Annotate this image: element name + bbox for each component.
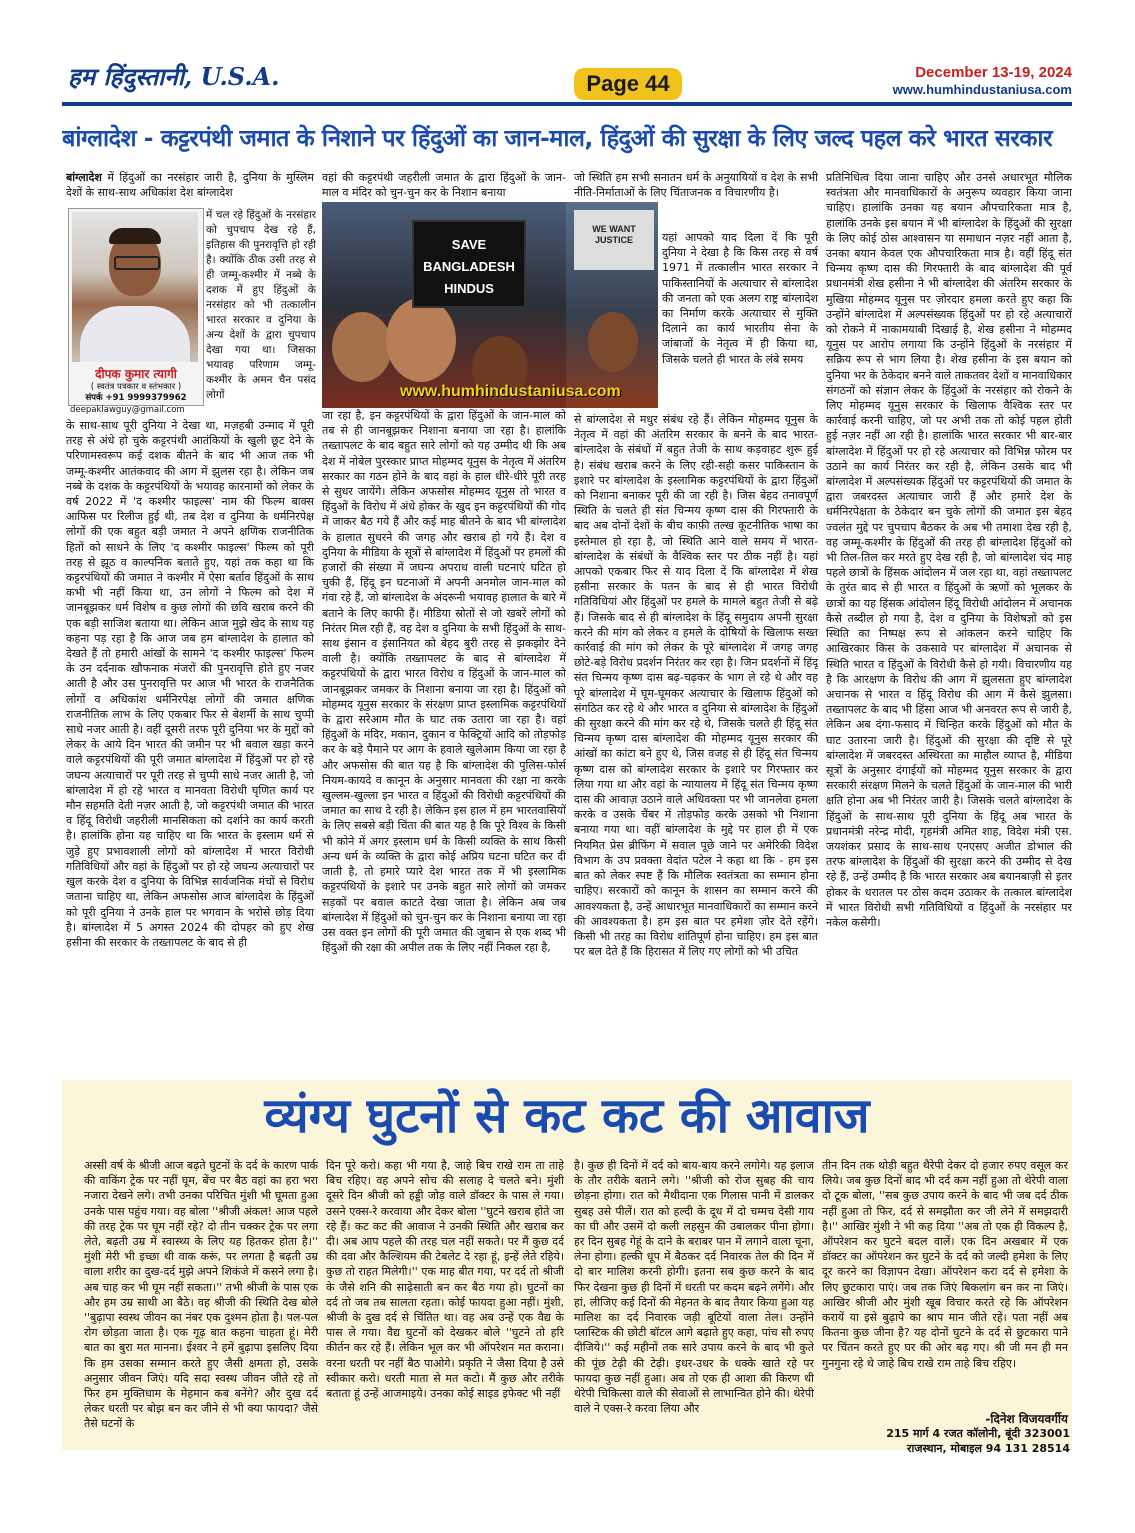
masthead-divider [62,102,1072,106]
article-col2-bottom: जा रहा है, इन कट्टरपंथियों के द्वारा हिंदुओं के जान-माल को तब से ही जानबूझकर निशाना बनाया जा रहा है। हालांकि तख्तापलट के बाद बहुत सारे लोगों को यह उम्मीद थी कि अब देश में नोबेल पुरस्कार प्राप्त मोहम्मद यूनुस के नेतृत्व में अंतरिम सरकार का गठन होने के बाद वहां के हाल धीरे-धीरे पूरी तरह से सुधर जायेंगे। लेकिन अफसोस मोहम्मद यूनुस तो भारत व हिंदुओं के विरोध में अंधे होकर के खुद इन कट्टरपंथियों की गोद में जाकर बैठ गये हैं और कई माह बीतने के बाद भी बांग्लादेश के हालात सुधरने की जगह और खराब हो गये हैं। देश व दुनिया के मीडिया के सूत्रों से बांग्लादेश में हिंदुओं पर हमलों की हजारों की संख्या में जघन्य अपराध वाली घटनाएं घटित हो चुकी हैं, हिंदू इन घटनाओं में अपनी अनमोल जान-माल को गंवा रहे हैं, जो बांग्लादेश के अंदरूनी भयावह हालात के बारे में बताने के लिए काफी हैं। मीडिया स्रोतों से जो खबरें लोगों को निरंतर मिल रही हैं, वह देश व दुनिया के सभी हिंदुओं के साथ-साथ इंसान व इंसानियत को बेहद बुरी तरह से झकझोर देने वाली है। क्योंकि तख्तापलट के बाद से बांग्लादेश में कट्टरपंथियों के द्वारा भारत विरोध व हिंदुओं के जान-माल को जानबूझकर जमकर के निशाना बनाया जा रहा है। हिंदुओं को मोहम्मद यूनुस सरकार के संरक्षण प्राप्त इस्लामिक कट्टरपंथियों के द्वारा सरेआम मौत के घाट तक उतारा जा रहा है। वहां हिंदुओं के मंदिर, मकान, दुकान व फेक्ट्रियों आदि को तोड़फोड़ कर के बड़े पैमाने पर आग के हवाले खुलेआम किया जा रहा है और अफसोस की बात यह है कि बांग्लादेश की पुलिस-फोर्स नियम-कायदे व कानून के अनुसार मानवता की रक्षा ना करके खुल्लम-खुल्ला इन भारत व हिंदुओं की विरोधी कट्टरपंथियों की जमात का साथ दे रही है। लेकिन इस हाल में हम भारतवासियों के लिए सबसे बड़ी चिंता की बात यह है कि पूरे विश्व के किसी भी कोने में अगर इस्लाम धर्म के किसी व्यक्ति के साथ किसी अन्य धर्म के व्यक्ति के द्वारा कोई अप्रिय घटना घटित कर दी जाती है, तो हमारे प्यारे देश भारत तक में भी इस्लामिक कट्टरपंथियों के इशारे पर उनके बहुत सारे लोगों को जमकर सड़कों पर बवाल काटते देखा जाता है। लेकिन अब जब बांग्लादेश में हिंदुओं को चुन-चुन कर के निशाना बनाया जा रहा उस वक्त इन लोगों की पूरी जमात की जुबान से एक शब्द भी हिंदुओं की रक्षा की अपील तक के लिए नहीं निकल रहा है, [322,409,566,955]
page-number-badge: Page 44 [574,68,682,100]
author-photo-hair [109,228,161,244]
article-col1-bottom: के साथ-साथ पूरी दुनिया ने देखा था, मज़हबी उन्माद में पूरी तरह से अंधे हो चुके कट्टरपंथी आतंकियों के खुली छूट देने के परिणामस्वरूप कई दशक बीतने के बाद भी आज तक भी जम्मू-कश्मीर आतंकवाद की आग में झुलस रहा है। लेकिन जब नब्बे के दशक के कट्टरपंथियों के भयावह कारनामों को लेकर के वर्ष 2022 में 'द कश्मीर फाइल्स' नाम की फिल्म बाक्स आफिस पर रिलीज हुई थी, तब देश व दुनिया के धर्मनिरपेक्ष लोगों की एक बहुत बड़ी जमात ने अपने क्षणिक राजनीतिक हितों को साधने के लिए 'द कश्मीर फाइल्स' फिल्म को पूरी तरह से झूठ व काल्पनिक बताते हुए, यहां तक कहा था कि कट्टरपंथियों की जमात ने कश्मीर में ऐसा बर्ताव हिंदुओं के साथ कभी भी नहीं किया था, उन लोगों ने फिल्म को देश में जानबूझकर धर्म विशेष व कुछ लोगों की छवि खराब करने की एक बड़ी साजिश बताया था। लेकिन आज मुझे खेद के साथ यह कहना पड़ रहा है कि आज जब हम बांग्लादेश के हालात को देखते हैं तो हमारी आंखों के सामने 'द कश्मीर फाइल्स' फिल्म के उन दर्दनाक खौफनाक मंजरों की पुनरावृत्ति होते हुए नजर आती है और उस पुनरावृत्ति पर आज भी भारत के राजनैतिक लोगों व अधिकांश धर्मनिरपेक्ष लोगों की जमात क्षणिक राजनीतिक लाभ के लिए एकबार फिर से बेशर्मी के साथ चुप्पी साधे नजर आती है। वहीं दूसरी तरफ पूरी दुनिया भर के मुद्दों को लेकर के आये दिन भारत की जमीन पर भी बवाल खड़ा करने वाले कट्टरपंथियों की पूरी जमात बांग्लादेश में हिंदुओं पर हो रहे जघन्य अत्याचारों पर पूरी तरह से चुप्पी साधे नजर आती है, जो बांग्लादेश में हो रहे भारत व मानवता विरोधी घृणित कार्य पर मौन सहमति देती नज़र आती है, जो कट्टरपंथी जमात की भारत व हिंदू विरोधी जहरीली मानसिकता को दर्शाने का कार्य करती है। हालांकि होना यह चाहिए था कि भारत के इस्लाम धर्म से जुड़े हुए प्रभावशाली लोगों को बांग्लादेश में भारत विरोधी गतिविधियों और वहां के हिंदुओं पर हो रहे जघन्य अत्याचारों पर खुल करके देश व दुनिया के विभिन्न सार्वजनिक मंचों से विरोध जताना चाहिए था, लेकिन अफसोस आज बांग्लादेश के हिंदुओं को पूरी दुनिया ने उनके हाल पर भगवान के भरोसे छोड़ दिया है। बांग्लादेश में 5 अगस्त 2024 की दोपहर को हुए शेख हसीना की सरकार के तख्तापलट के बाद से ही [66,419,314,949]
author-photo-glasses [114,256,160,270]
satire-col3: है। कुछ ही दिनों में दर्द को बाय-बाय करने लगोगे। यह इलाज के तौर तरीके बताने लगे। ''श्रीजी को रोज सुबह की चाय छोड़ना होगा। रात को मैथीदाना एक गिलास पानी में डालकर सुबह उसे पीलें। रात को हल्दी के दूध में दो चम्मच देसी गाय का घी और उसमें दो कली लहसुन की उबालकर पीना होगा। हर दिन सुबह गेहूं के दाने के बराबर पान में लगाने वाला चूना, लेना होगा। हल्की धूप में बैठकर दर्द निवारक तेल की दिन में दो बार मालिश करनी होगी। इतना सब कुछ करने के बाद फिर देखना कुछ ही दिनों में धरती पर कदम बढ़ने लगेंगे। और हां, लीजिए कई दिनों की मेहनत के बाद तैयार किया हुआ यह मालिश का दर्द निवारक जड़ी बूटियों वाला तेल। उन्होंने प्लास्टिक की छोटी बॉटल आगे बढ़ाते हुए कहा, पांच सौ रुपए दीजिये।'' कई महीनों तक सारे उपाय करने के बाद भी कुते की पूंछ टेढ़ी की टेढ़ी। इधर-उधर के धक्के खाते रहे पर फायदा कुछ नहीं हुआ। अब तो एक ही आशा की किरण थी थेरेपी चिकित्सा वाले की सेवाओं से लाभान्वित होने की। थेरेपी वाले ने एक्स-रे करवा लिया और [574,1159,814,1416]
author-photo-shirt [80,306,190,362]
publication-name: हम हिंदुस्तानी, U.S.A. [68,62,280,91]
protest-sign-text: SAVE BANGLADESH HINDUS [423,237,515,296]
article-lead-word: बांग्लादेश [66,171,102,184]
justice-sign [574,210,654,270]
satire-col1: अस्सी वर्ष के श्रीजी आज बढ़ते घुटनों के दर्द के कारण पार्क की वाकिंग ट्रेक पर नहीं घूम, बेंच पर बैठ वहां का हरा भरा नजारा देखने लगे। तभी उनका परिचित मुंशी भी घूमता हुआ उनके पास पहुंच गया। वह बोला ''श्रीजी अंकल! आज पहले की तरह ट्रेक पर घूम नहीं रहे? दो तीन चक्कर ट्रेक पर लगा लेते, बढ़ती उम्र में स्वास्थ्य के लिए यह हितकर होता है।'' मुंशी मेरी भी इच्छा थी वाक करूं, पर लगता है बढ़ती उम्र वाला शरीर का दुख-दर्द मुझे अपने शिकंजे में कसने लगा है। अब चाह कर भी घूम नहीं सकता।'' तभी श्रीजी के पास एक और हम उम्र साथी आ बैठे। वह श्रीजी की स्थिति देख बोले ''बुढ़ापा स्वस्थ जीवन का नंबर एक दुश्मन होता है। पल-पल रोग छोड़ता जाता है। एक गूढ़ बात कहना चाहता हूं। मेरी बात का बुरा मत मानना। ईश्वर ने हमें बुढ़ापा इसलिए दिया कि हम उसका सम्मान करते हुए जैसी क्षमता हो, उसके अनुसार जीवन जिएं। यदि सदा स्वस्थ जीवन जीते रहे तो फिर हम मुक्तिधाम के मेहमान कब बनेंगे? और दुख दर्द लेकर धरती पर बोझ बन कर जीने से भी क्या फायदा? जैसे तैसे घटनों के [84,1159,318,1431]
author-phone: संपर्क +91 9999379962 [85,393,187,403]
author-role: ( स्वतंत्र पत्रकार व स्तंभकार ) [90,382,182,392]
protest-photo-right [566,202,658,408]
satire-title: व्यंग्य घुटनों से कट कट की आवाज [264,1088,870,1144]
satire-col2: दिन पूरे करो। कहा भी गया है, जाहे बिच राखे राम ता ताहे बिच रहिए। वह अपने सोच की सलाह दे चलते बने। मुंशी दूसरे दिन श्रीजी को हड्डी जोड़ वाले डॉक्टर के पास ले गया। उसने एक्स-रे करवाया और देकर बोला ''घुटने खराब होते जा रहे हैं। कट कट की आवाज ने उनकी स्थिति और खराब कर दी। अब आप पहले की तरह चल नहीं सकते। पर मैं कुछ दर्द की दवा और कैल्शियम की टेबलेट दे रहा हूं, इन्हें लेते रहिये। कुछ तो राहत मिलेगी।'' एक माह बीत गया, पर दर्द तो श्रीजी के जैसे शनि की साढ़ेसाती बन कर बैठ गया हो। घुटनों का दर्द तो जब तब सालता रहता। कोई फायदा हुआ नहीं। मुंशी, श्रीजी के दुख दर्द से चिंतित था। वह अब उन्हें एक वैद्य के पास ले गया। वैद्य घुटनों को देखकर बोले ''घुटने तो हरि कीर्तन कर रहे हैं। लेकिन भूल कर भी ऑपरेशन मत कराना। वरना धरती पर नहीं बैठ पाओगे। प्रकृति ने जैसा दिया है उसे स्वीकार करो। धरती माता से मत कटो। मैं कुछ और तरीके बताता हूं उन्हें आजमाइये। उनका कोई साइड इफेक्ट भी नहीं [326,1159,564,1401]
protest-person [332,312,392,382]
protest-sign [412,220,526,308]
image-watermark-url: www.humhindustaniusa.com [400,383,621,400]
protest-photo [322,202,566,408]
author-name: दीपक कुमार त्यागी [95,367,177,381]
author-email: deepaklawguy@gmail.com [70,405,185,415]
protest-person [386,298,456,382]
satire-address-line1: 215 मार्ग 4 रजत कॉलोनी, बूंदी 323001 [886,1427,1070,1440]
article-col3-bottom: से बांग्लादेश से मधुर संबंध रहे हैं। लेकिन मोहम्मद यूनुस के नेतृत्व में वहां की अंतरिम सरकार के बनने के बाद भारत-बांग्लादेश के संबंधों में बहुत तेजी के साथ कड़वाहट शुरू हुई है। संबंध खराब करने के लिए रही-सही कसर पाकिस्तान के इशारे पर बांग्लादेश के इस्लामिक कट्टरपंथियों के द्वारा हिंदुओं को निशाना बनाकर पूरी की जा रही है। जिस बेहद तनावपूर्ण स्थिति के चलते ही संत चिन्मय कृष्ण दास की गिरफ्तारी के बाद अब दोनों देशों के बीच काफ़ी तल्ख कूटनीतिक भाषा का इस्तेमाल हो रहा है, जो स्थिति आने वाले समय में भारत-बांग्लादेश के संबंधों के वैश्विक स्तर पर ठीक नहीं है। यहां आपको एकबार फिर से याद दिला दें कि बांग्लादेश में शेख हसीना सरकार के पतन के बाद से ही भारत विरोधी गतिविधियां और हिंदुओं पर हमले के मामले बहुत तेजी से बढ़े हैं। जिसके बाद से ही बांग्लादेश के हिंदू समुदाय अपनी सुरक्षा करने की मांग को लेकर व हमले के दोषियों के खिलाफ सख्त कार्रवाई की मांग को लेकर के पूरे बांग्लादेश में जगह जगह छोटे-बड़े विरोध प्रदर्शन निरंतर कर रहा है। जिन प्रदर्शनों में हिंदू संत चिन्मय कृष्ण दास बढ़-चढ़कर के भाग ले रहे थे और वह पूरे बांग्लादेश में घूम-घूमकर अत्याचार के खिलाफ हिंदुओं को संगठित कर रहे थे और भारत व दुनिया से बांग्लादेश के हिंदुओं की सुरक्षा करने की मांग कर रहे थे, जिसके चलते ही हिंदू संत चिन्मय कृष्ण दास बांग्लादेश की मोहम्मद यूनुस सरकार की आंखों का कांटा बने हुए थे, जिस वजह से ही हिंदू संत चिन्मय कृष्ण दास को बांग्लादेश सरकार के इशारे पर गिरफ्तार कर लिया गया था और वहां के न्यायालय में हिंदू संत चिन्मय कृष्ण दास की आवाज़ उठाने वाले अधिवक्ता पर भी जानलेवा हमला करके व उसके चैंबर में तोड़फोड़ करके उसको भी निशाना बनाया गया था। वहीं बांग्लादेश के मुद्दे पर हाल ही में एक नियमित प्रेस ब्रीफिंग में सवाल पूछे जाने पर अमेरिकी विदेश विभाग के उप प्रवक्ता वेदांत पटेल ने कहा था कि - हम इस बात को लेकर स्पष्ट हैं कि मौलिक स्वतंत्रता का सम्मान होना चाहिए। सरकारों को कानून के शासन का सम्मान करने की आवश्यकता है, उन्हें आधारभूत मानवाधिकारों का सम्मान करने की आवश्यकता है। हम इस बात पर हमेशा ज़ोर देते रहेंगे। किसी भी तरह का विरोध शांतिपूर्ण होना चाहिए। हम इस बात पर बल देते हैं कि हिरासत में लिए गए लोगों को भी उचित [574,413,818,959]
satire-col4: तीन दिन तक थोड़ी बहुत थैरेपी देकर दो हजार रुपए वसूल कर लिये। जब कुछ दिनों बाद भी दर्द कम नहीं हुआ तो थेरेपी वाला दो टूक बोला, ''सब कुछ उपाय करने के बाद भी जब दर्द ठीक नहीं हुआ तो फिर, दर्द से समझौता कर जी लेने में समझदारी है।'' आखिर मुंशी ने भी कह दिया ''अब तो एक ही विकल्प है, ऑपरेशन कर घुटने बदल वालें। एक दिन अखबार में एक डॉक्टर का ऑपरेशन कर घुटने के दर्द को जल्दी हमेशा के लिए दूर करने का विज्ञापन देखा। ऑपरेशन करा दर्द से हमेशा के लिए छुटकारा पाएं। जब तक जिएं बिकलांग बन कर ना जिएं। आखिर श्रीजी और मुंशी खूब विचार करते रहे कि ऑपरेशन करायें या इसे बुढ़ापे का श्राप मान जीते रहें। पता नहीं अब कितना कुछ जीना है? यह दोनों घुटने के दर्द से छुटकारा पाने पर चिंतन करते हुए घर की ओर बढ़ गए। श्री जी मन ही मन गुनगुना रहे थे जाहे बिच राखे राम ताहे बिच रहिए। [822,1159,1068,1370]
article-col4: प्रतिनिधित्व दिया जाना चाहिए और उनसे अधारभूत मौलिक स्वतंत्रता और मानवाधिकारों के अनुरूप व्यवहार किया जाना चाहिए। हालांकि उनका यह बयान औपचारिकता मात्र है, हालांकि उनके इस बयान में भी बांग्लादेश के हिंदुओं की सुरक्षा के लिए कोई ठोस आश्वासन या समाधान नज़र नहीं आता है, उनका बयान केवल एक औपचारिकता मात्र है। वहीं हिंदू संत चिन्मय कृष्ण दास की गिरफ्तारी के बाद बांग्लादेश की पूर्व प्रधानमंत्री शेख हसीना ने भी बांग्लादेश की अंतरिम सरकार के मुखिया मोहम्मद यूनुस पर ज़ोरदार हमला करते हुए कहा कि उन्होंने बांग्लादेश में अल्पसंख्यक हिंदुओं पर हो रहे अत्याचारों को रोकने में नाकामयाबी दिखाई है, शेख हसीना ने मोहम्मद यूनुस पर आरोप लगाया कि उन्होंने हिंदुओं के नरसंहार में सक्रिय रूप से भाग लिया है। शेख हसीना के इस बयान को दुनिया भर के ठेकेदार बनने वाले ताकतवर देशों व मानवाधिकार संगठनों को संज्ञान लेकर के हिंदुओं के नरसंहार को रोकने के लिए मोहम्मद यूनुस सरकार के खिलाफ वैश्विक स्तर पर कार्रवाई करनी चाहिए, जो पर अभी तक तो कोई पहल होती हुई नज़र नहीं आ रही है। हालांकि भारत सरकार भी बार-बार बांग्लादेश में हिंदुओं पर हो रहे अत्याचार को विभिन्न फोरम पर उठाने का कार्य निरंतर कर रही है, लेकिन उसके बाद भी बांग्लादेश में अल्पसंख्यक हिंदुओं पर कट्टरपंथियों की जमात के द्वारा जबरदस्त अत्याचार जारी हैं और हमारे देश के धर्मनिरपेक्षता के ठेकेदार बन चुके लोगों की जमात इस बेहद ज्वलंत मुद्दे पर चुपचाप बैठकर के अब भी तमाशा देख रही है, वह जम्मू-कश्मीर के हिंदुओं की तरह ही बांग्लादेश हिंदुओं को भी तिल-तिल कर मरते हुए देख रही है, जो बांग्लादेश चंद माह पहले छात्रों के हिंसक आंदोलन में जल रहा था, वहां तख्तापलट के तुरंत बाद से ही भारत व हिंदुओं के ऋणों को भूलकर के छात्रों का यह हिंसक आंदोलन हिंदू विरोधी आंदोलन में अचानक कैसे तब्दील हो गया है, देश व दुनिया के विशेषज्ञों को इस स्थिति का निष्पक्ष रूप से आंकलन करने चाहिए कि आखिरकार किस के उकसावे पर बांग्लादेश में अचानक से स्थिति भारत व हिंदुओं के विरोधी कैसे हो गयी। विचारणीय यह है कि आरक्षण के विरोध की आग में झुलसता हुए बांग्लादेश अचानक से भारत व हिंदू विरोध की आग में कैसे झुलसा। तख्तापलट के बाद भी हिंसा आज भी अनवरत रूप से जारी है, लेकिन अब दंगा-फसाद में चिन्हित करके हिंदुओं को मौत के घाट उतारना जारी है। हिंदुओं की सुरक्षा की दृष्टि से पूरे बांग्लादेश में जबरदस्त अस्थिरता का माहौल व्याप्त है, मीडिया सूत्रों के अनुसार दंगाईयों को मोहम्मद यूनुस सरकार के द्वारा सरकारी संरक्षण मिलने के चलते हिंदुओं के जान-माल की भारी क्षति होना अब भी निरंतर जारी है। जिसके चलते बांग्लादेश के हिंदुओं के साथ-साथ पूरी दुनिया के हिंदू अब भारत के प्रधानमंत्री नरेन्द्र मोदी, गृहमंत्री अमित शाह, विदेश मंत्री एस. जयशंकर प्रसाद के साथ-साथ एनएसए अजीत डोभाल की तरफ बांग्लादेश के हिंदुओं की सुरक्षा करने की उम्मीद से देख रहे हैं, उन्हें उम्मीद है कि भारत सरकार अब बयानबाज़ी से इतर होकर के धरातल पर ठोस कदम उठाकर के तत्काल बांग्लादेश में भारत विरोधी सभी गतिविधियों व हिंदुओं के नरसंहार पर नकेल कसेगी। [826,171,1072,929]
article-col3-top: जो स्थिति हम सभी सनातन धर्म के अनुयायियों व देश के सभी नीति-निर्माताओं के लिए चिंताजनक व विचारणीय है। [574,171,818,200]
satire-author: -दिनेश विजयवर्गीय [985,1412,1068,1426]
issue-date: December 13-19, 2024 [915,64,1072,81]
article-col1-top [66,170,314,200]
article-col1-top-text: में हिंदुओं का नरसंहार जारी है, दुनिया के मुस्लिम देशों के साथ-साथ अधिकांश देश बांग्लादेश [66,171,314,200]
justice-sign-text: WE WANT JUSTICE [592,224,636,245]
article-col3-wrap: यहां आपको याद दिला दें कि पूरी दुनिया ने देखा है कि किस तरह से वर्ष 1971 में तत्कालीन भारत सरकार ने पाकिस्तानियों के अत्याचार से बांग्लादेश की जनता को एक अलग राष्ट्र बांग्लादेश का निर्माण करके अत्याचार से मुक्ति दिलाने का कार्य भारतीय सेना के जांबाजों के नेतृत्व में ही किया था, जिसके चलते ही भारत के लंबे समय [662,231,818,366]
author-card [68,208,204,406]
satire-address-line2: राजस्थान, मोबाइल 94 131 28514 [906,1442,1070,1455]
article-headline: बांग्लादेश - कट्टरपंथी जमात के निशाने पर हिंदुओं का जान-माल, हिंदुओं की सुरक्षा के लिए जल्द पहल करे भारत सरकार [62,124,1053,152]
masthead [0,0,1135,100]
protest-person [588,312,638,372]
article-col1-wrap: में चल रहे हिंदुओं के नरसंहार को चुपचाप देख रहे हैं, इतिहास की पुनरावृत्ति हो रही है। क्योंकि ठीक उसी तरह से ही जम्मू-कश्मीर में नब्बे के दशक में हुए हिंदुओं के नरसंहार को भी तत्कालीन भारत सरकार व दुनिया के अन्य देशों के द्वारा चुपचाप देखा गया था। जिसका भयावह परिणाम जम्मू-कश्मीर के अमन चैन पसंद लोगों [206,209,316,401]
article-col2-top: वहां की कट्टरपंथी जहरीली जमात के द्वारा हिंदुओं के जान-माल व मंदिर को चुन-चुन कर के निशान बनाया [322,171,566,200]
website-link[interactable]: www.humhindustaniusa.com [892,82,1072,97]
author-photo [72,212,198,362]
